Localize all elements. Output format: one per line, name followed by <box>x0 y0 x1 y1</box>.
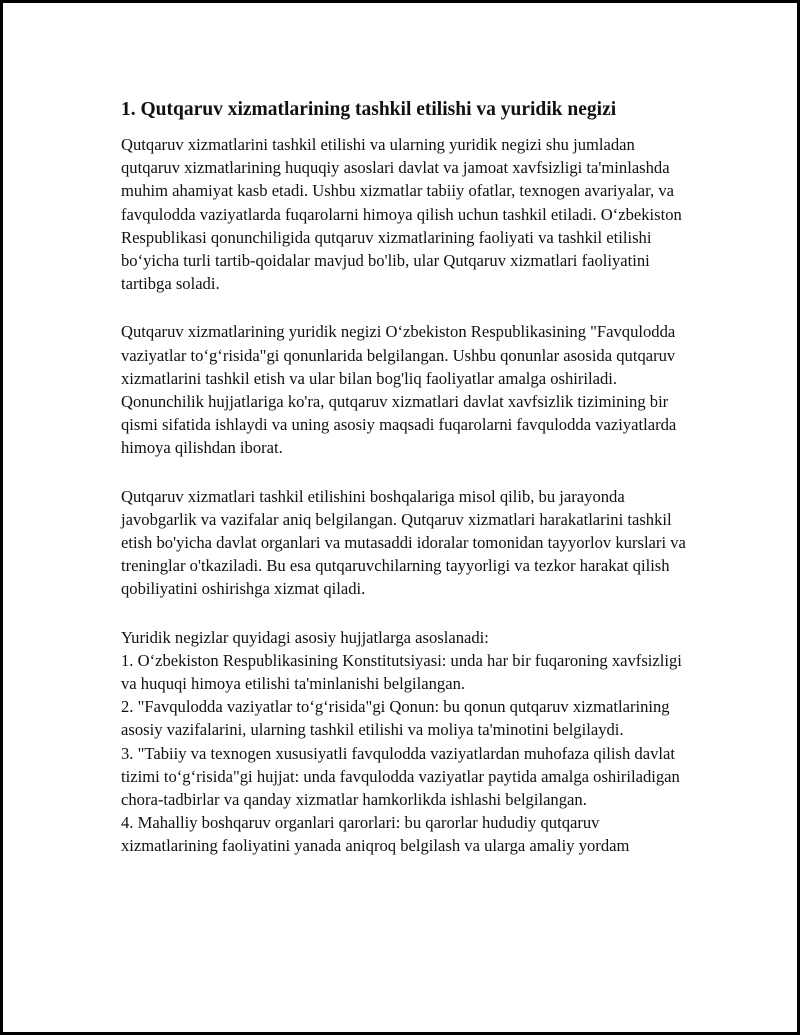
list-item: 4. Mahalliy boshqaruv organlari qarorlari: bu qarorlar hududiy qutqaruv xizmatlarining faoliyatini yanada aniqroq belgilash va ularga amaliy yordam <box>121 813 630 856</box>
legal-documents-list <box>121 649 696 858</box>
list-item: 2. "Favqulodda vaziyatlar toʻgʻrisida"gi Qonun: bu qonun qutqaruv xizmatlarining asosiy vazifalarini, ularning tashkil etilishi va moliya ta'minotini belgilaydi. <box>121 697 670 740</box>
legal-documents-intro: Yuridik negizlar quyidagi asosiy hujjatlarga asoslanadi: <box>121 627 489 647</box>
section-title: 1. Qutqaruv xizmatlarining tashkil etilishi va yuridik negizi <box>121 99 617 120</box>
paragraph-organization: Qutqaruv xizmatlarini tashkil etilishi va ularning yuridik negizi shu jumladan qutqaruv xizmatlarining huquqiy asoslari davlat va jamoat xavfsizligi ta'minlashda muhim ahamiyat kasb etadi. Ushbu xizmatlar tabiiy ofatlar, texnogen avariyalar, va favqulodda vaziyatlarda fuqarolarni himoya qilish uchun tashkil etiladi. Oʻzbekiston Respublikasi qonunchiligida qutqaruv xizmatlarining faoliyati va tashkil etilishi boʻyicha turli tartib-qoidalar mavjud bo'lib, ular Qutqaruv xizmatlari faoliyatini tartibga soladi. <box>121 135 682 294</box>
paragraph-training: Qutqaruv xizmatlari tashkil etilishini boshqalariga misol qilib, bu jarayonda javobgarlik va vazifalar aniq belgilangan. Qutqaruv xizmatlari harakatlarini tashkil etish bo'yicha davlat organlari va mutasaddi idoralar tomonidan tayyorlov kurslari va treninglar o'tkaziladi. Bu esa qutqaruvchilarning tayyorligi va tezkor harakat qilish qobiliyatini oshirishga xizmat qiladi. <box>121 486 686 599</box>
document-body <box>121 97 696 858</box>
list-item: 3. "Tabiiy va texnogen xususiyatli favqulodda vaziyatlardan muhofaza qilish davlat tizimi toʻgʻrisida"gi hujjat: unda favqulodda vaziyatlar paytida amalga oshiriladigan chora-tadbirlar va qanday xizmatlar hamkorlikda ishlashi belgilangan. <box>121 743 680 810</box>
paragraph-legal-basis: Qutqaruv xizmatlarining yuridik negizi Oʻzbekiston Respublikasining "Favqulodda vaziyatlar toʻgʻrisida"gi qonunlarida belgilangan. Ushbu qonunlar asosida qutqaruv xizmatlarini tashkil etish va ular bilan bog'liq faoliyatlar amalga oshiriladi. Qonunchilik hujjatlariga ko'ra, qutqaruv xizmatlari davlat xavfsizlik tizimining bir qismi sifatida ishlaydi va uning asosiy maqsadi fuqarolarni favqulodda vaziyatlarda himoya qilishdan iborat. <box>121 322 677 458</box>
list-item: 1. Oʻzbekiston Respublikasining Konstitutsiyasi: unda har bir fuqaroning xavfsizligi va huquqi himoya etilishi ta'minlanishi belgilangan. <box>121 650 682 694</box>
